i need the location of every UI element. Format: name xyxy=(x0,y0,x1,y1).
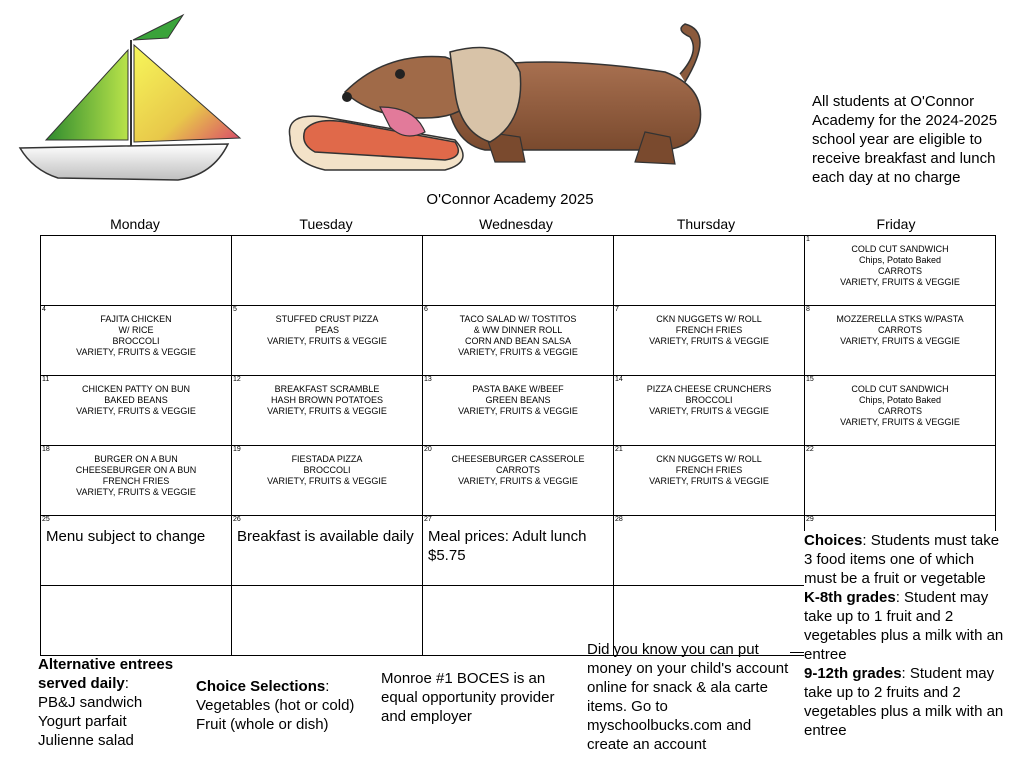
menu-items xyxy=(805,384,995,428)
day-number: 5 xyxy=(233,306,237,313)
choices-note xyxy=(804,531,1004,740)
day-cell xyxy=(614,516,805,586)
choice-selections xyxy=(196,677,366,734)
day-cell xyxy=(41,306,232,376)
day-number: 1 xyxy=(806,236,810,243)
menu-item: CHICKEN PATTY ON BUN xyxy=(81,384,190,394)
menu-item: CARROTS xyxy=(877,406,922,416)
day-cell xyxy=(232,306,423,376)
day-cell xyxy=(423,586,614,656)
myschoolbucks-note: Did you know you can put money on your child's account online for snack & ala carte items. Go to myschoolbucks.com and create an account xyxy=(587,641,789,753)
menu-item: VARIETY, FRUITS & VEGGIE xyxy=(76,347,196,357)
day-note: Menu subject to change xyxy=(46,528,206,545)
menu-item: Chips, Potato Baked xyxy=(858,255,942,265)
menu-item: VARIETY, FRUITS & VEGGIE xyxy=(76,487,196,497)
menu-item: GREEN BEANS xyxy=(485,395,551,405)
day-cell xyxy=(423,446,614,516)
page-title: O'Connor Academy 2025 xyxy=(426,191,594,208)
menu-item: FRENCH FRIES xyxy=(675,465,743,475)
day-cell xyxy=(423,376,614,446)
menu-item: VARIETY, FRUITS & VEGGIE xyxy=(267,476,387,486)
day-number: 19 xyxy=(233,446,241,453)
day-number: 8 xyxy=(806,306,810,313)
day-cell xyxy=(232,236,423,306)
menu-item: CARROTS xyxy=(877,266,922,276)
day-cell xyxy=(41,376,232,446)
menu-item: VARIETY, FRUITS & VEGGIE xyxy=(840,336,960,346)
day-cell xyxy=(614,236,805,306)
menu-item: FAJITA CHICKEN xyxy=(100,314,172,324)
menu-item: VARIETY, FRUITS & VEGGIE xyxy=(649,406,769,416)
day-cell xyxy=(423,236,614,306)
menu-item: & WW DINNER ROLL xyxy=(473,325,563,335)
day-number: 26 xyxy=(233,516,241,523)
menu-item: FRENCH FRIES xyxy=(102,476,170,486)
day-number: 27 xyxy=(424,516,432,523)
menu-items xyxy=(232,454,422,487)
day-number: 21 xyxy=(615,446,623,453)
menu-item: COLD CUT SANDWICH xyxy=(851,244,949,254)
menu-item: VARIETY, FRUITS & VEGGIE xyxy=(267,336,387,346)
choices-text: : Students must take 3 food items one of which must be a fruit or vegetable xyxy=(804,532,1000,587)
choice-selections-heading: Choice Selections xyxy=(196,678,326,695)
day-number: 14 xyxy=(615,376,623,383)
day-cell xyxy=(232,586,423,656)
calendar-week-row xyxy=(41,446,996,516)
day-number: 4 xyxy=(42,306,46,313)
day-cell xyxy=(614,306,805,376)
day-number: 13 xyxy=(424,376,432,383)
calendar-week-row xyxy=(41,306,996,376)
menu-item: VARIETY, FRUITS & VEGGIE xyxy=(76,406,196,416)
day-cell xyxy=(41,586,232,656)
dachshund-hotdog-image xyxy=(285,12,765,172)
menu-item: VARIETY, FRUITS & VEGGIE xyxy=(840,417,960,427)
menu-items xyxy=(232,314,422,347)
menu-item: COLD CUT SANDWICH xyxy=(851,384,949,394)
menu-item: CHEESEBURGER ON A BUN xyxy=(75,465,197,475)
menu-item: MOZZERELLA STKS W/PASTA xyxy=(836,314,964,324)
menu-items xyxy=(805,314,995,347)
day-number: 18 xyxy=(42,446,50,453)
day-cell xyxy=(232,376,423,446)
day-cell xyxy=(232,516,423,586)
k8-text: : Student may take up to 1 fruit and 2 vegetables plus a milk with an entree xyxy=(804,589,1004,663)
menu-item: CARROTS xyxy=(877,325,922,335)
choice-selections-colon: : xyxy=(325,678,330,695)
menu-item: BAKED BEANS xyxy=(104,395,168,405)
day-cell xyxy=(614,376,805,446)
day-note: Meal prices: Adult lunch $5.75 xyxy=(428,528,587,564)
menu-item: PIZZA CHEESE CRUNCHERS xyxy=(646,384,772,394)
menu-item: VARIETY, FRUITS & VEGGIE xyxy=(649,476,769,486)
menu-item: CHEESEBURGER CASSEROLE xyxy=(451,454,585,464)
menu-item: PASTA BAKE W/BEEF xyxy=(472,384,564,394)
eligibility-notice: All students at O'Connor Academy for the 2024-2025 school year are eligible to receive breakfast and lunch each day at no charge xyxy=(812,93,998,186)
menu-item: CKN NUGGETS W/ ROLL xyxy=(656,314,762,324)
menu-item: BURGER ON A BUN xyxy=(94,454,178,464)
day-cell xyxy=(41,516,232,586)
menu-items xyxy=(614,454,804,487)
day-cell xyxy=(41,236,232,306)
day-cell xyxy=(805,446,996,516)
menu-item: VARIETY, FRUITS & VEGGIE xyxy=(840,277,960,287)
day-cell xyxy=(805,236,996,306)
menu-item: STUFFED CRUST PIZZA xyxy=(275,314,379,324)
day-note: Breakfast is available daily xyxy=(237,528,414,545)
menu-item: W/ RICE xyxy=(118,325,154,335)
menu-item: VARIETY, FRUITS & VEGGIE xyxy=(458,476,578,486)
hs-heading: 9-12th grades xyxy=(804,665,902,682)
boces-statement: Monroe #1 BOCES is an equal opportunity provider and employer xyxy=(381,670,555,725)
menu-item: VARIETY, FRUITS & VEGGIE xyxy=(649,336,769,346)
menu-items xyxy=(232,384,422,417)
day-cell xyxy=(423,516,614,586)
menu-item: BROCCOLI xyxy=(685,395,733,405)
menu-item: BROCCOLI xyxy=(112,336,160,346)
choice-selection-item: Fruit (whole or dish) xyxy=(196,716,329,733)
menu-item: CARROTS xyxy=(495,465,540,475)
day-number: 29 xyxy=(806,516,814,523)
day-header-thursday: Thursday xyxy=(676,216,736,232)
alternative-heading: Alternative entrees served daily xyxy=(38,656,174,692)
menu-item: CORN AND BEAN SALSA xyxy=(464,336,572,346)
divider-line xyxy=(790,652,804,653)
calendar-week-row xyxy=(41,376,996,446)
menu-items xyxy=(614,314,804,347)
day-cell xyxy=(423,306,614,376)
day-number: 25 xyxy=(42,516,50,523)
menu-item: CKN NUGGETS W/ ROLL xyxy=(656,454,762,464)
menu-item: Chips, Potato Baked xyxy=(858,395,942,405)
day-number: 12 xyxy=(233,376,241,383)
day-number: 11 xyxy=(42,376,50,383)
day-cell xyxy=(232,446,423,516)
menu-items xyxy=(41,454,231,498)
menu-items xyxy=(41,314,231,358)
day-cell xyxy=(41,446,232,516)
alternative-item: PB&J sandwich xyxy=(38,694,143,711)
day-header-wednesday: Wednesday xyxy=(479,216,553,232)
k8-heading: K-8th grades xyxy=(804,589,896,606)
day-number: 7 xyxy=(615,306,619,313)
menu-item: BROCCOLI xyxy=(303,465,351,475)
hs-text: : Student may take up to 2 fruits and 2 vegetables plus a milk with an entree xyxy=(804,665,1004,739)
day-header-monday: Monday xyxy=(110,216,160,232)
day-cell xyxy=(614,446,805,516)
menu-item: VARIETY, FRUITS & VEGGIE xyxy=(458,347,578,357)
menu-items xyxy=(805,244,995,288)
sailboat-image xyxy=(18,10,248,190)
menu-item: HASH BROWN POTATOES xyxy=(270,395,383,405)
day-number: 15 xyxy=(806,376,814,383)
menu-item: FIESTADA PIZZA xyxy=(291,454,363,464)
menu-items xyxy=(423,454,613,487)
day-number: 20 xyxy=(424,446,432,453)
day-number: 28 xyxy=(615,516,623,523)
day-header-friday: Friday xyxy=(876,216,916,232)
menu-item: VARIETY, FRUITS & VEGGIE xyxy=(267,406,387,416)
alternative-colon: : xyxy=(124,675,129,692)
menu-item: PEAS xyxy=(314,325,339,335)
menu-items xyxy=(423,314,613,358)
day-cell xyxy=(805,376,996,446)
day-cell xyxy=(805,306,996,376)
menu-item: FRENCH FRIES xyxy=(675,325,743,335)
menu-item: VARIETY, FRUITS & VEGGIE xyxy=(458,406,578,416)
menu-item: BREAKFAST SCRAMBLE xyxy=(274,384,380,394)
choices-heading: Choices xyxy=(804,532,863,549)
menu-items xyxy=(41,384,231,417)
choice-selection-item: Vegetables (hot or cold) xyxy=(196,697,355,714)
alternative-entrees xyxy=(38,655,198,750)
calendar-week-row xyxy=(41,236,996,306)
day-header-tuesday: Tuesday xyxy=(299,216,353,232)
alternative-item: Yogurt parfait xyxy=(38,713,127,730)
day-number: 22 xyxy=(806,446,814,453)
menu-item: TACO SALAD W/ TOSTITOS xyxy=(459,314,577,324)
menu-items xyxy=(614,384,804,417)
alternative-item: Julienne salad xyxy=(38,732,134,749)
menu-items xyxy=(423,384,613,417)
day-number: 6 xyxy=(424,306,428,313)
